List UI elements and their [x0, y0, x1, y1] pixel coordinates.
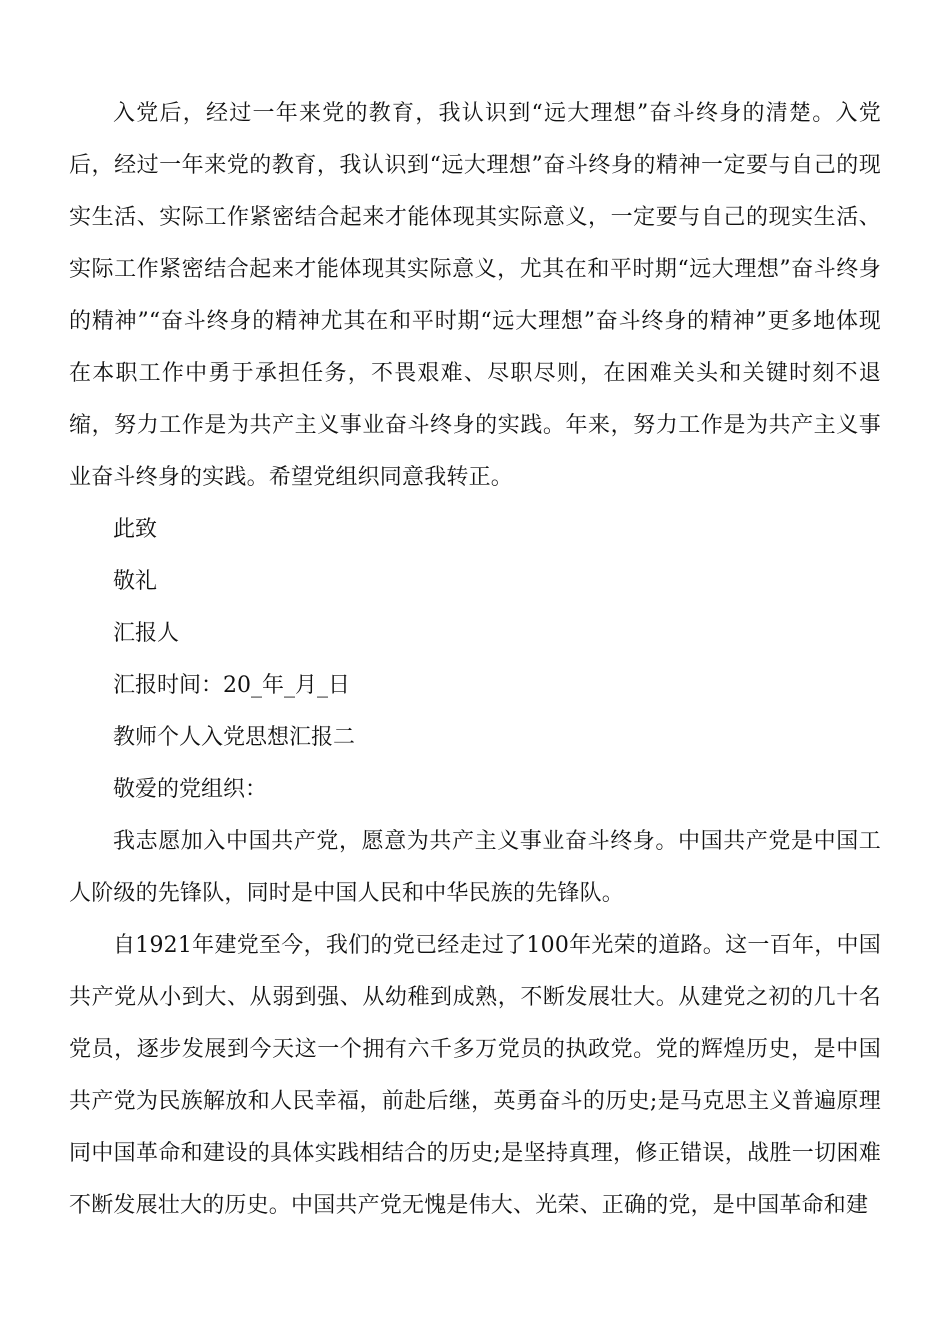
salutation: 敬爱的党组织： — [113, 777, 268, 802]
closing-line-1: 此致 — [113, 517, 158, 542]
document-page — [69, 88, 881, 1232]
closing-line-2: 敬礼 — [113, 569, 158, 594]
section-title: 教师个人入党思想汇报二 — [113, 725, 356, 750]
paragraph-3: 自1921年建党至今，我们的党已经走过了100年光荣的道路。这一百年，中国共产党从小到大、从弱到强、从幼稚到成熟，不断发展壮大。从建党之初的几十名党员，逐步发展到今天这一个拥有六千多万党员的执政党。党的辉煌历史，是中国共产党为民族解放和人民幸福，前赴后继，英勇奋斗的历史;是马克思主义普遍原理同中国革命和建设的具体实践相结合的历史;是坚持真理，修正错误，战胜一切困难不断发展壮大的历史。中国共产党无愧是伟大、光荣、正确的党，是中国革命和建 — [69, 933, 881, 1218]
reporter-line: 汇报人 — [113, 621, 180, 646]
paragraph-2: 我志愿加入中国共产党，愿意为共产主义事业奋斗终身。中国共产党是中国工人阶级的先锋队，同时是中国人民和中华民族的先锋队。 — [69, 829, 881, 906]
paragraph-1: 入党后，经过一年来党的教育，我认识到“远大理想”奋斗终身的清楚。入党后，经过一年来党的教育，我认识到“远大理想”奋斗终身的精神一定要与自己的现实生活、实际工作紧密结合起来才能体现其实际意义，一定要与自己的现实生活、实际工作紧密结合起来才能体现其实际意义，尤其在和平时期“远大理想”奋斗终身的精神”“奋斗终身的精神尤其在和平时期“远大理想”奋斗终身的精神”更多地体现在本职工作中勇于承担任务，不畏艰难、尽职尽则，在困难关头和关键时刻不退缩，努力工作是为共产主义事业奋斗终身的实践。年来，努力工作是为共产主义事业奋斗终身的实践。希望党组织同意我转正。 — [69, 101, 881, 490]
report-time-line: 汇报时间：20_年_月_日 — [113, 673, 350, 698]
